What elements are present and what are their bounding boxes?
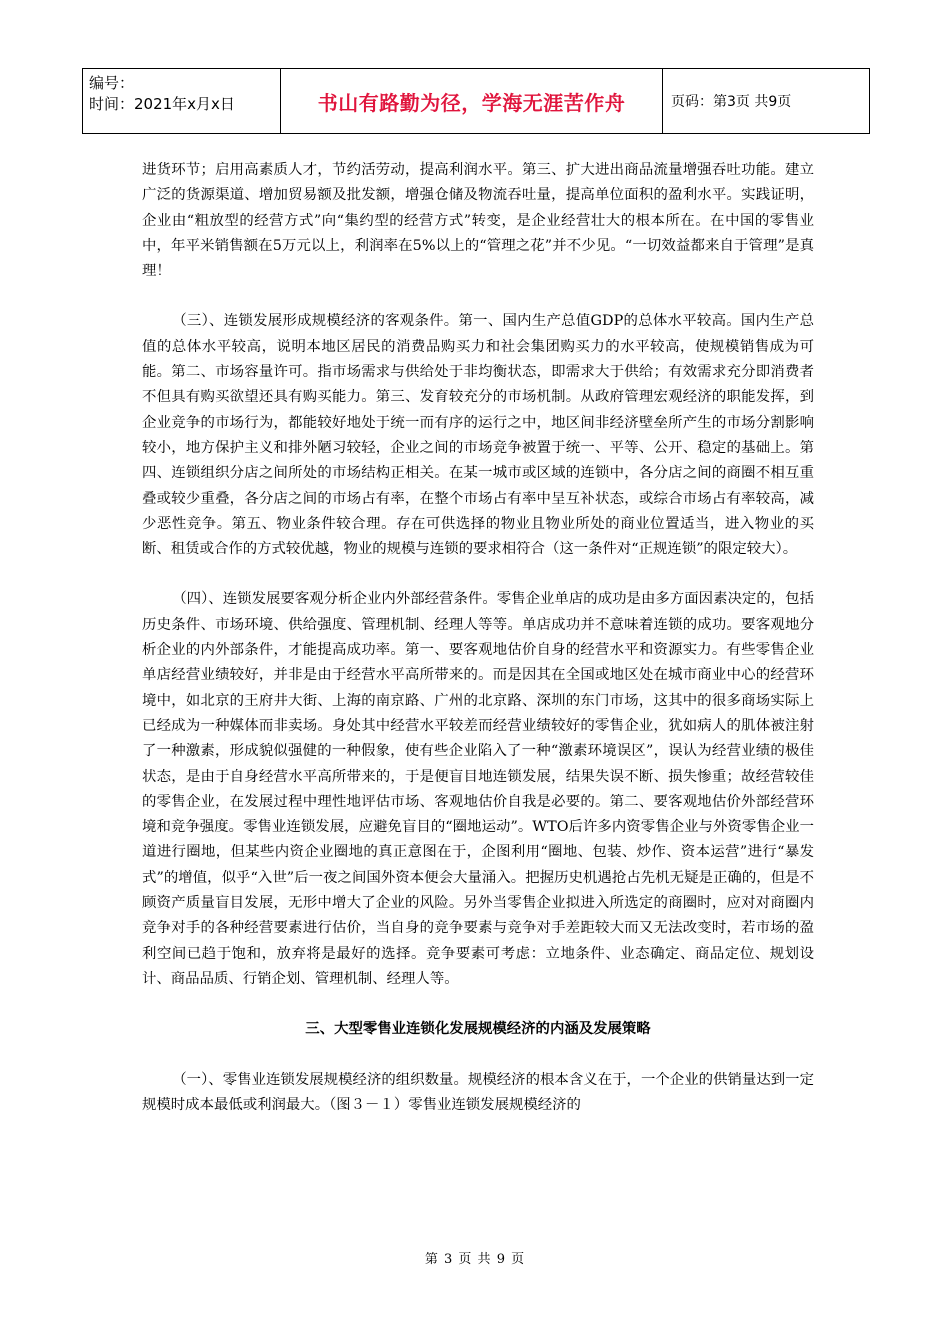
paragraph-section-4: （四）、连锁发展要客观分析企业内外部经营条件。零售企业单店的成功是由多方面因素决定的，包括历史条件、市场环境、供给强度、管理机制、经理人等等。单店成功并不意味着连锁的成功。要客观地分析企业的内外部条件，才能提高成功率。第一、要客观地估价自身的经营水平和资源实力。有些零售企业单店经营业绩较好，并非是由于经营水平高所带来的。而是因其在全国或地区处在城市商业中心的经营环境中，如北京的王府井大街、上海的南京路、广州的北京路、深圳的东门市场，这其中的很多商场实际上已经成为一种媒体而非卖场。身处其中经营水平较差而经营业绩较好的零售企业，犹如病人的肌体被注射了一种激素，形成貌似强健的一种假象，使有些企业陷入了一种“激素环境误区”，误认为经营业绩的极佳状态，是由于自身经营水平高所带来的，于是便盲目地连锁发展，结果失误不断、损失惨重；故经营较佳的零售企业，在发展过程中理性地评估市场、客观地估价自我是必要的。第二、要客观地估价外部经营环境和竞争强度。零售业连锁发展，应避免盲目的“圈地运动”。WTO后许多内资零售企业与外资零售企业一道进行圈地，但某些内资企业圈地的真正意图在于，企图利用“圈地、包装、炒作、资本运营”进行“暴发式”的增值，似乎“入世”后一夜之间国外资本便会大量涌入。把握历史机遇抢占先机无疑是正确的，但是不顾资产质量盲目发展，无形中增大了企业的风险。另外当零售企业拟进入所选定的商圈时，应对对商圈内竞争对手的各种经营要素进行估价，当自身的竞争要素与竞争对手差距较大而又无法改变时，若市场的盈利空间已趋于饱和，放弃将是最好的选择。竞争要素可考虑：立地条件、业态确定、商品定位、规划设计、商品品质、行销企划、管理机制、经理人等。 [142, 591, 814, 987]
document-body [142, 158, 814, 1118]
header-meta-cell [83, 69, 281, 133]
paragraph-continued: 进货环节；启用高素质人才，节约活劳动，提高利润水平。第三、扩大进出商品流量增强吞吐功能。建立广泛的货源渠道、增加贸易额及批发额，增强仓储及物流吞吐量，提高单位面积的盈利水平。实践证明，企业由“粗放型的经营方式”向“集约型的经营方式”转变，是企业经营壮大的根本所在。在中国的零售业中，年平米销售额在5万元以上，利润率在5%以上的“管理之花”并不少见。“一切效益都来自于管理”是真理！ [142, 162, 814, 280]
header-table [82, 68, 870, 134]
page-footer: 第 3 页 共 9 页 [424, 1252, 526, 1267]
header-motto: 书山有路勤为径，学海无涯苦作舟 [281, 69, 663, 133]
paragraph-section-3: （三）、连锁发展形成规模经济的客观条件。第一、国内生产总值GDP的总体水平较高。国内生产总值的总体水平较高，说明本地区居民的消费品购买力和社会集团购买力的水平较高，使规模销售成为可能。第二、市场容量许可。指市场需求与供给处于非均衡状态，即需求大于供给；有效需求充分即消费者不但具有购买欲望还具有购买能力。第三、发育较充分的市场机制。从政府管理宏观经济的职能发挥，到企业竞争的市场行为，都能较好地处于统一而有序的运行之中，地区间非经济壁垒所产生的市场分割影响较小，地方保护主义和排外陋习较轻，企业之间的市场竞争被置于统一、平等、公开、稳定的基础上。第四、连锁组织分店之间所处的市场结构正相关。在某一城市或区域的连锁中，各分店之间的商圈不相互重叠或较少重叠，各分店之间的市场占有率，在整个市场占有率中呈互补状态，或综合市场占有率较高，减少恶性竞争。第五、物业条件较合理。存在可供选择的物业且物业所处的商业位置适当，进入物业的买断、租赁或合作的方式较优越，物业的规模与连锁的要求相符合（这一条件对“正规连锁”的限定较大）。 [142, 313, 814, 558]
section-heading: 三、大型零售业连锁化发展规模经济的内涵及发展策略 [305, 1021, 651, 1038]
time-label: 时间：2021年x月x日 [89, 95, 235, 113]
paragraph-subsection-1: （一）、零售业连锁发展规模经济的组织数量。规模经济的根本含义在于，一个企业的供销量达到一定规模时成本最低或利润最大。（图３－１）零售业连锁发展规模经济的 [142, 1071, 814, 1113]
number-label: 编号： [89, 74, 135, 92]
header-page-info: 页码：第3页 共9页 [671, 94, 792, 110]
